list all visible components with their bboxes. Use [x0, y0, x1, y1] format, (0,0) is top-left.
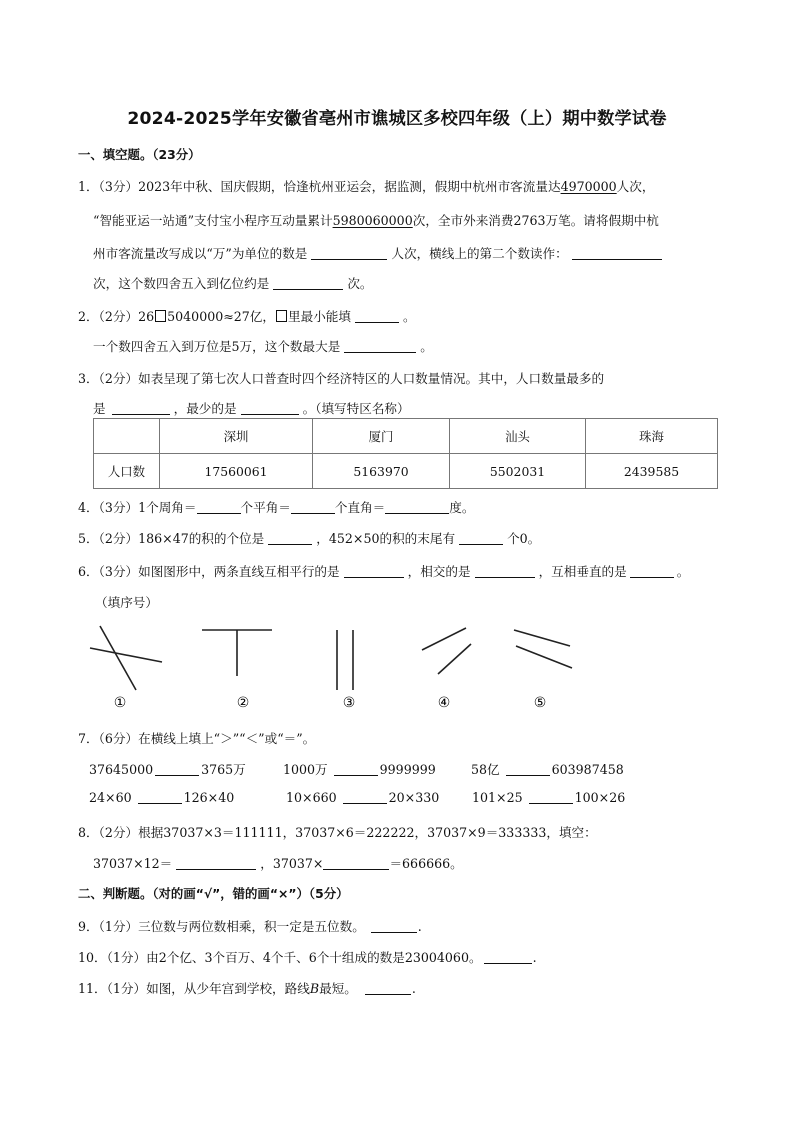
- answer-blank[interactable]: [385, 500, 449, 514]
- q1-text: 次。: [347, 276, 373, 291]
- q6-text: 。: [676, 564, 690, 579]
- compare-right: 3765万: [201, 762, 246, 777]
- q5-text: 个0。: [507, 531, 541, 546]
- answer-blank[interactable]: [334, 762, 378, 776]
- q5-text: ，452×50的积的末尾有: [316, 531, 456, 546]
- answer-blank[interactable]: [155, 762, 199, 776]
- q7-row1-item: [471, 759, 624, 778]
- q11-text: （1分）如图，从少年宫到学校，路线: [106, 981, 310, 996]
- q3-text: （2分）如表呈现了第七次人口普查时四个经济特区的人口数量情况。其中，人口数量最多的: [98, 371, 605, 386]
- figure-5-lines: [514, 630, 572, 668]
- q8-text: （2分）根据37037×3＝111111，37037×6＝222222，37037×9＝333333，填空：: [98, 825, 597, 840]
- figure-3-parallel-lines: [337, 630, 353, 690]
- q6-number: 6．: [78, 564, 99, 579]
- q1-underlined-number: 5980060000: [332, 213, 413, 228]
- answer-blank[interactable]: [572, 246, 662, 260]
- figure-4-line-a: [422, 628, 466, 650]
- q11-line: [78, 978, 416, 997]
- figure-5-line-a: [514, 630, 570, 646]
- q1-line4: [93, 273, 373, 292]
- answer-blank[interactable]: [371, 919, 417, 933]
- q3-line2: [93, 398, 410, 417]
- q11-number: 11．: [78, 981, 107, 996]
- table-header-cell: 厦门: [313, 419, 450, 454]
- answer-blank[interactable]: [343, 790, 387, 804]
- figure-5-line-b: [516, 646, 572, 668]
- answer-blank[interactable]: [484, 950, 532, 964]
- compare-left: 58亿: [471, 762, 500, 777]
- q1-text: （3分）2023年中秋、国庆假期，恰逢杭州亚运会，据监测，假期中杭州市客流量达: [98, 179, 561, 194]
- q2-text: 。: [402, 309, 416, 324]
- answer-blank[interactable]: [268, 531, 312, 545]
- q1-text: “智能亚运一站通”支付宝小程序互动量累计: [93, 213, 333, 228]
- table-header-row: [94, 419, 718, 454]
- section-fill-in: 一、填空题。（23分）: [78, 147, 201, 162]
- answer-blank[interactable]: [529, 790, 573, 804]
- q7-row2-item: [89, 790, 234, 805]
- answer-blank[interactable]: [630, 564, 674, 578]
- figure-1-intersecting-lines: [90, 626, 162, 690]
- figure-label: ④: [437, 695, 451, 711]
- q6-text: ，互相垂直的是: [538, 564, 627, 579]
- q1-underlined-number: 4970000: [560, 179, 617, 194]
- population-table: [93, 418, 718, 489]
- q2-text: （2分）26: [98, 309, 155, 324]
- figure-2-perpendicular-lines: [202, 630, 272, 676]
- q8-line2: [93, 853, 463, 872]
- q10-number: 10．: [78, 950, 107, 965]
- q5-text: （2分）186×47的积的个位是: [98, 531, 265, 546]
- q1-line1: [78, 176, 654, 195]
- q4-number: 4．: [78, 500, 99, 515]
- compare-left: 37645000: [89, 762, 154, 777]
- q2-line1: [78, 306, 416, 325]
- answer-blank[interactable]: [506, 762, 550, 776]
- q6-line2: （填序号）: [95, 595, 158, 610]
- answer-blank[interactable]: [323, 856, 389, 870]
- q7-row1-item: [283, 759, 436, 778]
- square-box-icon: [276, 310, 287, 322]
- q7-line1: [78, 728, 315, 747]
- square-box-icon: [155, 310, 166, 322]
- figure-1-line-b: [90, 648, 162, 662]
- q3-number: 3．: [78, 371, 99, 386]
- figure-label: ⑤: [533, 695, 547, 711]
- q7-row2-item: [472, 790, 625, 805]
- q5-number: 5．: [78, 531, 99, 546]
- answer-blank[interactable]: [138, 790, 182, 804]
- q3-text: 。（填写特区名称）: [302, 401, 410, 416]
- compare-left: 1000万: [283, 762, 328, 777]
- answer-blank[interactable]: [241, 401, 299, 415]
- section-true-false: 二、判断题。（对的画“√”，错的画“×”）（5分）: [78, 886, 349, 901]
- q11-text: 最短。: [319, 981, 357, 996]
- answer-blank[interactable]: [311, 246, 387, 260]
- compare-right: 603987458: [551, 762, 624, 777]
- table-row: [94, 454, 718, 489]
- page-title: 2024-2025学年安徽省亳州市谯城区多校四年级（上）期中数学试卷: [127, 109, 667, 129]
- line-figures: [86, 612, 606, 717]
- q7-row1-item: [89, 759, 246, 778]
- q1-text: 人次，横线上的第二个数读作：: [391, 246, 568, 261]
- q8-text: ，37037×: [260, 856, 324, 871]
- answer-blank[interactable]: [197, 500, 241, 514]
- q3-text: 是: [93, 401, 106, 416]
- figure-label: ①: [113, 695, 127, 711]
- q7-text: （6分）在横线上填上“＞”“＜”或“＝”。: [98, 731, 316, 746]
- figure-1-line-a: [100, 626, 136, 690]
- q8-text: ＝666666。: [389, 856, 463, 871]
- q2-text: 一个数四舍五入到万位是5万，这个数最大是: [93, 339, 341, 354]
- q10-text: .: [532, 950, 537, 965]
- q3-line1: [78, 368, 604, 387]
- q4-line: [78, 497, 474, 516]
- table-header-cell: 深圳: [160, 419, 313, 454]
- q11-text: .: [411, 981, 416, 996]
- table-cell: 2439585: [586, 454, 718, 489]
- q4-text: 度。: [449, 500, 475, 515]
- answer-blank[interactable]: [355, 309, 399, 323]
- q1-text: 次，这个数四舍五入到亿位约是: [93, 276, 270, 291]
- q2-text: 。: [420, 339, 433, 354]
- q8-line1: [78, 822, 597, 841]
- q2-text: 里最小能填: [288, 309, 351, 324]
- q4-text: 个直角＝: [334, 500, 386, 515]
- answer-blank[interactable]: [344, 564, 404, 578]
- q1-text: 州市客流量改写成以“万”为单位的数是: [93, 246, 308, 261]
- q9-text: （1分）三位数与两位数相乘，积一定是五位数。: [98, 919, 365, 934]
- answer-blank[interactable]: [176, 856, 256, 870]
- figure-4-lines: [422, 628, 471, 674]
- q6-text: （3分）如图图形中，两条直线互相平行的是: [98, 564, 340, 579]
- figure-label: ②: [236, 695, 250, 711]
- answer-blank[interactable]: [365, 981, 411, 995]
- table-header-cell: 珠海: [586, 419, 718, 454]
- table-header-cell: 汕头: [450, 419, 586, 454]
- q7-row2-item: [286, 790, 439, 805]
- compare-right: 100×26: [574, 790, 626, 805]
- q8-number: 8．: [78, 825, 99, 840]
- figure-label: ③: [342, 695, 356, 711]
- q9-number: 9．: [78, 919, 99, 934]
- q5-line: [78, 528, 540, 547]
- q3-text: ，最少的是: [173, 401, 237, 416]
- q4-text: （3分）1个周角＝: [98, 500, 197, 515]
- table-row-label: 人口数: [94, 454, 160, 489]
- q1-line3: [93, 243, 662, 262]
- q1-text: 次，全市外来消费2763万笔。请将假期中杭: [412, 213, 659, 228]
- answer-blank[interactable]: [112, 401, 170, 415]
- compare-left: 10×660: [286, 790, 337, 805]
- answer-blank[interactable]: [291, 500, 335, 514]
- table-header-cell: [94, 419, 160, 454]
- answer-blank[interactable]: [273, 276, 343, 290]
- route-letter: B: [309, 981, 320, 996]
- compare-right: 126×40: [183, 790, 235, 805]
- answer-blank[interactable]: [459, 531, 503, 545]
- q9-line: [78, 916, 422, 935]
- compare-left: 101×25: [472, 790, 523, 805]
- q2-text: 5040000≈27亿，: [167, 309, 275, 324]
- q6-text: ，相交的是: [407, 564, 471, 579]
- q8-text: 37037×12＝: [93, 856, 173, 871]
- q1-line2: [93, 210, 659, 229]
- table-cell: 17560061: [160, 454, 313, 489]
- table-cell: 5163970: [313, 454, 450, 489]
- q2-line2: [93, 336, 433, 355]
- compare-right: 20×330: [388, 790, 440, 805]
- q4-text: 个平角＝: [240, 500, 291, 515]
- q10-text: （1分）由2个亿、3个百万、4个千、6个十组成的数是23004060。: [106, 950, 482, 965]
- q9-text: .: [417, 919, 422, 934]
- q1-number: 1．: [78, 179, 99, 194]
- q6-line1: [78, 561, 689, 580]
- q1-text: 人次，: [616, 179, 655, 194]
- compare-left: 24×60: [89, 790, 132, 805]
- q10-line: [78, 947, 537, 966]
- table-cell: 5502031: [450, 454, 586, 489]
- answer-blank[interactable]: [344, 339, 416, 353]
- figure-4-line-b: [438, 644, 471, 674]
- answer-blank[interactable]: [475, 564, 535, 578]
- compare-right: 9999999: [379, 762, 436, 777]
- q2-number: 2．: [78, 309, 99, 324]
- q7-number: 7．: [78, 731, 99, 746]
